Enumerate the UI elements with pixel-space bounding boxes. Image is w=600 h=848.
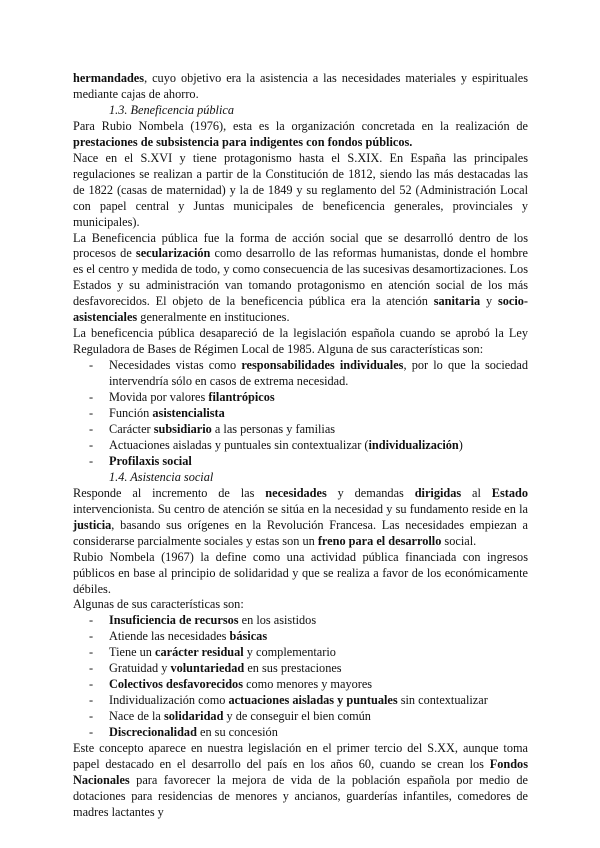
list-item: - Movida por valores filantrópicos	[89, 390, 275, 405]
list-item: - Nace de la solidaridad y de conseguir el bien común	[89, 709, 371, 724]
paragraph: Para Rubio Nombela (1976), esta es la organización concretada en la realización de prestaciones de subsistencia para indigentes con fondos públicos.	[73, 118, 528, 149]
paragraph: La beneficencia pública desapareció de la legislación española cuando se aprobó la Ley Reguladora de Bases de Régimen Local de 1985. Alguna de sus características son:	[73, 326, 528, 357]
characteristics-list	[73, 358, 528, 470]
list-item: - Gratuidad y voluntariedad en sus prestaciones	[89, 661, 342, 676]
intro-paragraph: hermandades, cuyo objetivo era la asistencia a las necesidades materiales y espirituales mediante cajas de ahorro.	[73, 71, 528, 101]
paragraph: Nace en el S.XVI y tiene protagonismo hasta el S.XIX. En España las principales regulaciones se realizan a partir de la Constitución de 1812, siendo las más destacadas las de 1822 (casas de maternidad) y la de 1849 y su reglamento del 52 (Administración Local con papel central y Juntas municipales de beneficencia generales, provinciales y municipales).	[73, 150, 528, 229]
list-item: - Función asistencialista	[89, 406, 225, 421]
list-item: - Discrecionalidad en su concesión	[89, 725, 278, 740]
list-item: - Tiene un carácter residual y complementario	[89, 645, 336, 660]
section-heading-asistencia: 1.4. Asistencia social	[109, 469, 214, 484]
list-item: - Individualización como actuaciones aisladas y puntuales sin contextualizar	[89, 693, 488, 708]
paragraph: La Beneficencia pública fue la forma de acción social que se desarrolló dentro de los procesos de secularización como desarrollo de las reformas humanistas, donde el hombre es el centro y medida de todo, y como consecuencia de las sucesivas desamortizaciones. Los Estados y su administración van tomando protagonismo en atención social de los más desfavorecidos. El objeto de la beneficencia pública era la atención sanitaria y socio-asistenciales generalmente en instituciones.	[73, 230, 528, 325]
list-item: - Insuficiencia de recursos en los asistidos	[89, 613, 317, 628]
list-item: - Colectivos desfavorecidos como menores y mayores	[89, 677, 373, 692]
list-item: - Atiende las necesidades básicas	[89, 629, 268, 644]
document-page	[73, 71, 528, 821]
paragraph: Rubio Nombela (1967) la define como una actividad pública financiada con ingresos públicos en base al principio de solidaridad y que se realiza a favor de los económicamente débiles.	[73, 549, 528, 596]
paragraph: Algunas de sus características son:	[73, 597, 244, 612]
section-heading-beneficencia: 1.3. Beneficencia pública	[109, 102, 234, 117]
list-item: - Carácter subsidiario a las personas y familias	[89, 421, 336, 436]
list-item: - Actuaciones aisladas y puntuales sin contextualizar (individualización)	[89, 437, 463, 452]
characteristics-list	[73, 613, 528, 741]
paragraph: Este concepto aparece en nuestra legislación en el primer tercio del S.XX, aunque toma papel destacado en el desarrollo del país en los años 60, cuando se crean los Fondos Nacionales para favorecer la mejora de vida de la población española por medio de dotaciones para residencias de menores y ancianos, guarderías infantiles, comedores de madres lactantes y	[73, 741, 528, 819]
list-item: - Necesidades vistas como responsabilidades individuales, por lo que la sociedad intervendría sólo en casos de extrema necesidad.	[89, 358, 528, 389]
paragraph: Responde al incremento de las necesidades y demandas dirigidas al Estado intervencionista. Su centro de atención se sitúa en la necesidad y su fundamento reside en la justicia, basando sus orígenes en la Revolución Francesa. Las necesidades empiezan a considerarse parcialmente sociales y estas son un freno para el desarrollo social.	[73, 485, 528, 548]
list-item: - Profilaxis social	[89, 453, 192, 468]
